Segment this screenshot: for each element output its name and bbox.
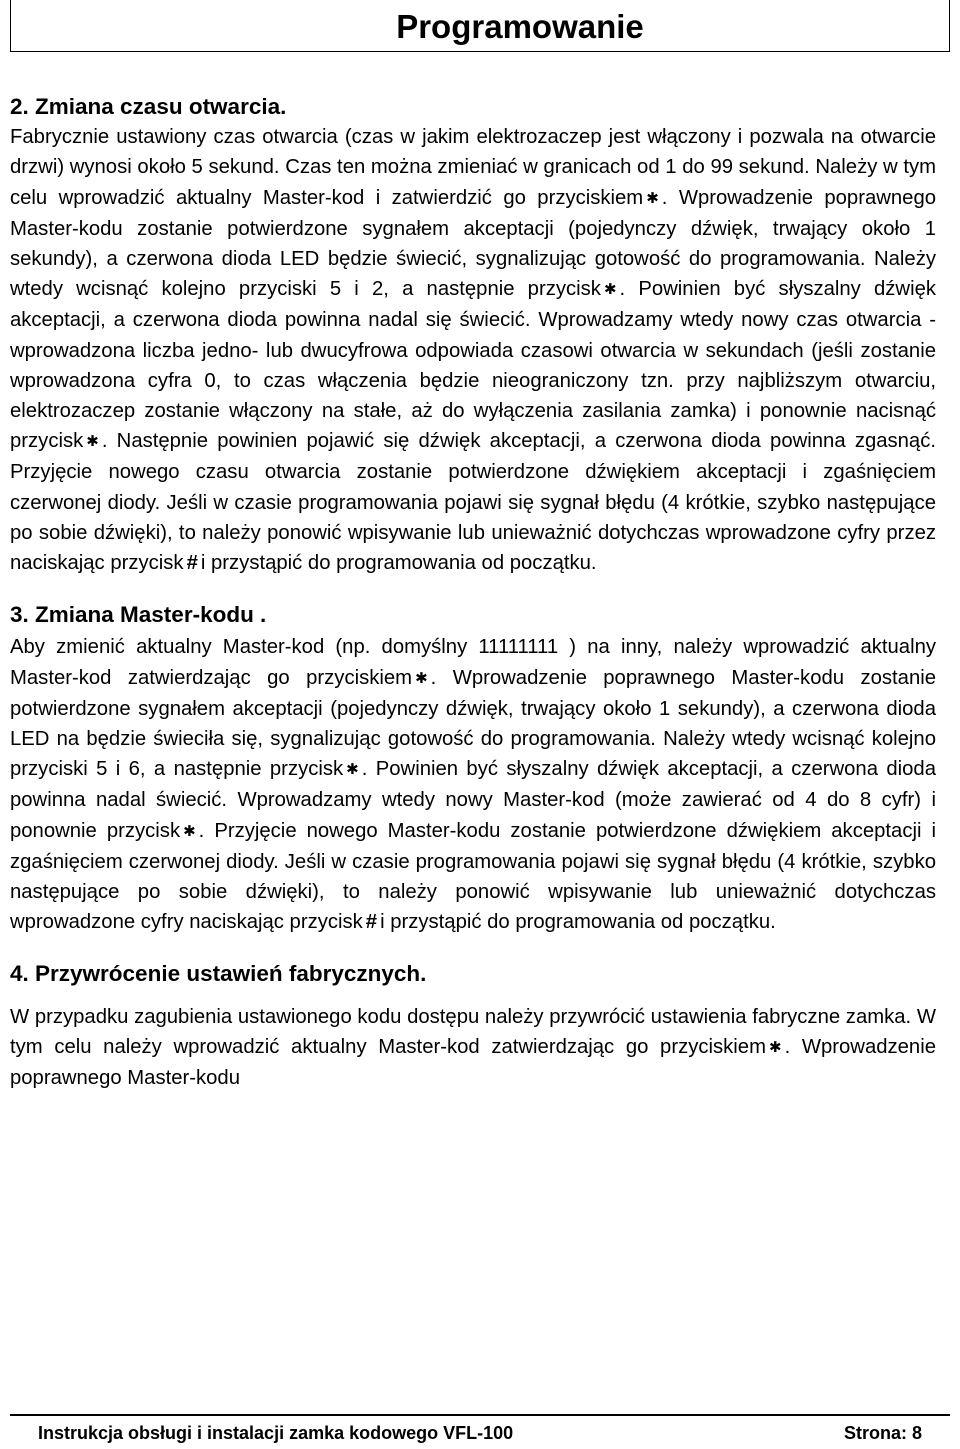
section-2-text-3: . Powinien być słyszalny dźwięk akceptacji, a czerwona dioda powinna nadal się świecić. Wprowadzamy wtedy nowy czas otwarcia - wprowadzona liczba jedno- lub dwucyfrowa odpowiada czasowi otwarcia w sekundach (jeśli zostanie wprowadzona cyfra 0, to czas włączenia będzie nieograniczony tzn. przy najbliższym otwarciu, elektrozaczep zostanie włączony na stałe, aż do wyłączenia zasilania zamka) i ponownie nacisnąć przycisk [10,278,936,453]
document-body [10,92,936,1093]
section-3-heading: 3. Zmiana Master-kodu . [10,602,267,628]
section-2-text-5: i przystąpić do programowania od początku. [200,552,597,575]
footer-page [844,1423,922,1444]
page-header [10,0,950,52]
section-4-paragraph [10,1002,936,1094]
section-3-text-3: . Powinien być słyszalny dźwięk akceptacji, a czerwona dioda powinna nadal świecić. Wprowadzamy wtedy nowy Master-kod (może zawierać od 4 do 8 cyfr) i ponownie przycisk [10,758,936,842]
section-4-text-2: . Wprowadzenie poprawnego Master-kodu [10,1035,936,1090]
hash-key-icon: # [186,552,198,575]
section-3-text-4: . Przyjęcie nowego Master-kodu zostanie potwierdzone dźwiękiem akceptacji i zgaśnięciem czerwonej diody. Jeśli w czasie programowania pojawi się sygnał błędu (4 krótkie, szybko następujące po sobie dźwięki), to należy ponowić wpisywanie lub unieważnić dotychczas wprowadzone cyfry naciskając przycisk [10,819,936,934]
star-key-icon: ✱ [768,1038,782,1056]
footer-manual-title: Instrukcja obsługi i instalacji zamka kodowego VFL-100 [38,1423,514,1443]
section-4-text-1: W przypadku zagubienia ustawionego kodu dostępu należy przywrócić ustawienia fabryczne zamka. W tym celu należy wprowadzić aktualny Master-kod zatwierdzając go przyciskiem [10,1005,936,1058]
section-3-paragraph [10,632,936,937]
section-2-text-4: . Następnie powinien pojawić się dźwięk akceptacji, a czerwona dioda powinna zgasnąć. Przyjęcie nowego czasu otwarcia zostanie potwierdzone dźwiękiem akceptacji i zgaśnięciem czerwonej diody. Jeśli w czasie programowania pojawi się sygnał błędu (4 krótkie, szybko następujące po sobie dźwięki), to należy ponowić wpisywanie lub unieważnić dotychczas wprowadzone cyfry przez naciskając przycisk [10,430,936,575]
page-number: 8 [911,1423,922,1443]
star-key-icon: ✱ [603,281,617,299]
section-3-text-5: i przystąpić do programowania od początku. [380,911,776,934]
section-3-text-2: . Wprowadzenie poprawnego Master-kodu zostanie potwierdzone sygnałem akceptacji (pojedynczy dźwięk, trwający około 1 sekundy), a czerwona dioda LED na będzie świeciła się, sygnalizując gotowość do programowania. Należy wtedy wcisnąć kolejno przyciski 5 i 6, a następnie przycisk [10,666,937,781]
star-key-icon: ✱ [183,822,196,840]
star-key-icon: ✱ [415,669,428,687]
page-title: Programowanie [396,8,644,45]
star-key-icon: ✱ [346,761,359,779]
star-key-icon: ✱ [646,189,659,207]
section-2-heading: 2. Zmiana czasu otwarcia. [10,94,287,119]
hash-key-icon: # [365,911,378,934]
section-2-text-2: . Wprowadzenie poprawnego Master-kodu zostanie potwierdzone sygnałem akceptacji (pojedynczy dźwięk, trwający około 1 sekundy), a czerwona dioda LED będzie świecić, sygnalizując gotowość do programowania. Należy wtedy wcisnąć kolejno przyciski 5 i 2, a następnie przycisk [10,186,937,301]
section-4-heading: 4. Przywrócenie ustawień fabrycznych. [10,961,427,987]
page-label: Strona: [843,1423,907,1443]
star-key-icon: ✱ [86,433,99,451]
section-2-paragraph [10,122,936,578]
section-2-text-1: Fabrycznie ustawiony czas otwarcia (czas w jakim elektrozaczep jest włączony i pozwala na otwarcie drzwi) wynosi około 5 sekund. Czas ten można zmieniać w granicach od 1 do 99 sekund. Należy w tym celu wprowadzić aktualny Master-kod i zatwierdzić go przyciskiem [10,126,936,209]
footer-divider [10,1414,950,1416]
section-3-text-1: Aby zmienić aktualny Master-kod (np. domyślny 11111111 ) na inny, należy wprowadzić aktualny Master-kod zatwierdzając go przyciskiem [10,636,936,689]
